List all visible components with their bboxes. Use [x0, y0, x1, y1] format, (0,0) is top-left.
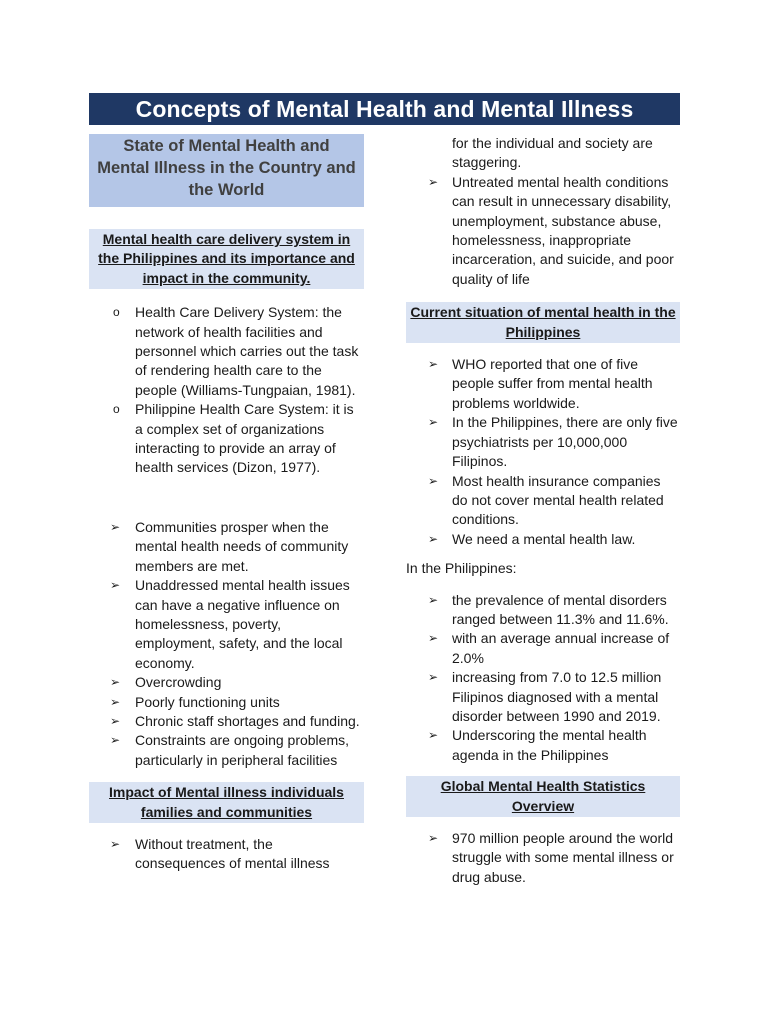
list-item: ➢ Poorly functioning units: [89, 693, 364, 712]
bullet-list-current: [406, 355, 680, 549]
list-item: ➢ Chronic staff shortages and funding.: [89, 712, 364, 731]
subheading-current-situation: Current situation of mental health in the Philippines: [406, 302, 680, 343]
continued-text: for the individual and society are staggering.: [452, 135, 653, 171]
bullet-list-untreated: [406, 173, 680, 289]
list-item: ➢ the prevalence of mental disorders ranged between 11.3% and 11.6%.: [406, 591, 680, 630]
page-title: Concepts of Mental Health and Mental Illness: [89, 93, 680, 125]
bullet-list-global: [406, 829, 680, 887]
list-item: ➢ Overcrowding: [89, 673, 364, 692]
list-item: ➢ increasing from 7.0 to 12.5 million Filipinos diagnosed with a mental disorder between 1990 and 2019.: [406, 668, 680, 726]
section-heading-state: State of Mental Health and Mental Illness in the Country and the World: [89, 134, 364, 207]
list-item: ➢ Unaddressed mental health issues can have a negative influence on homelessness, poverty, employment, safety, and the local economy.: [89, 576, 364, 673]
list-item: ➢ with an average annual increase of 2.0%: [406, 629, 680, 668]
bullet-list-points: [89, 518, 364, 770]
subheading-delivery-system: Mental health care delivery system in the Philippines and its importance and impact in the community.: [89, 229, 364, 289]
definition-list: [89, 303, 364, 478]
subheading-global-stats: Global Mental Health Statistics Overview: [406, 776, 680, 817]
list-item: ➢ In the Philippines, there are only five psychiatrists per 10,000,000 Filipinos.: [406, 413, 680, 471]
list-item: ➢ Untreated mental health conditions can result in unnecessary disability, unemployment, substance abuse, homelessness, inappropriate incarceration, and suicide, and poor quality of life: [406, 173, 680, 289]
list-item: o Philippine Health Care System: it is a complex set of organizations interacting to provide an array of health services (Dizon, 1977).: [89, 400, 364, 478]
bullet-list-impact: [89, 835, 364, 874]
list-item: ➢ We need a mental health law.: [406, 530, 680, 549]
subheading-impact: Impact of Mental illness individuals families and communities: [89, 782, 364, 823]
bullet-list-ph: [406, 591, 680, 766]
list-item: ➢ Without treatment, the consequences of mental illness: [89, 835, 364, 874]
list-item: o Health Care Delivery System: the network of health facilities and personnel which carries out the task of rendering health care to the people (Williams-Tungpaian, 1981).: [89, 303, 364, 400]
right-column: [406, 134, 680, 887]
list-item: ➢ WHO reported that one of five people suffer from mental health problems worldwide.: [406, 355, 680, 413]
list-item: ➢ Constraints are ongoing problems, particularly in peripheral facilities: [89, 731, 364, 770]
paragraph-ph-intro: In the Philippines:: [406, 560, 517, 577]
list-item: ➢ Underscoring the mental health agenda in the Philippines: [406, 726, 680, 765]
list-item: ➢ 970 million people around the world struggle with some mental illness or drug abuse.: [406, 829, 680, 887]
left-column: [89, 134, 364, 874]
list-item: ➢ Communities prosper when the mental health needs of community members are met.: [89, 518, 364, 576]
list-item: ➢ Most health insurance companies do not cover mental health related conditions.: [406, 472, 680, 530]
